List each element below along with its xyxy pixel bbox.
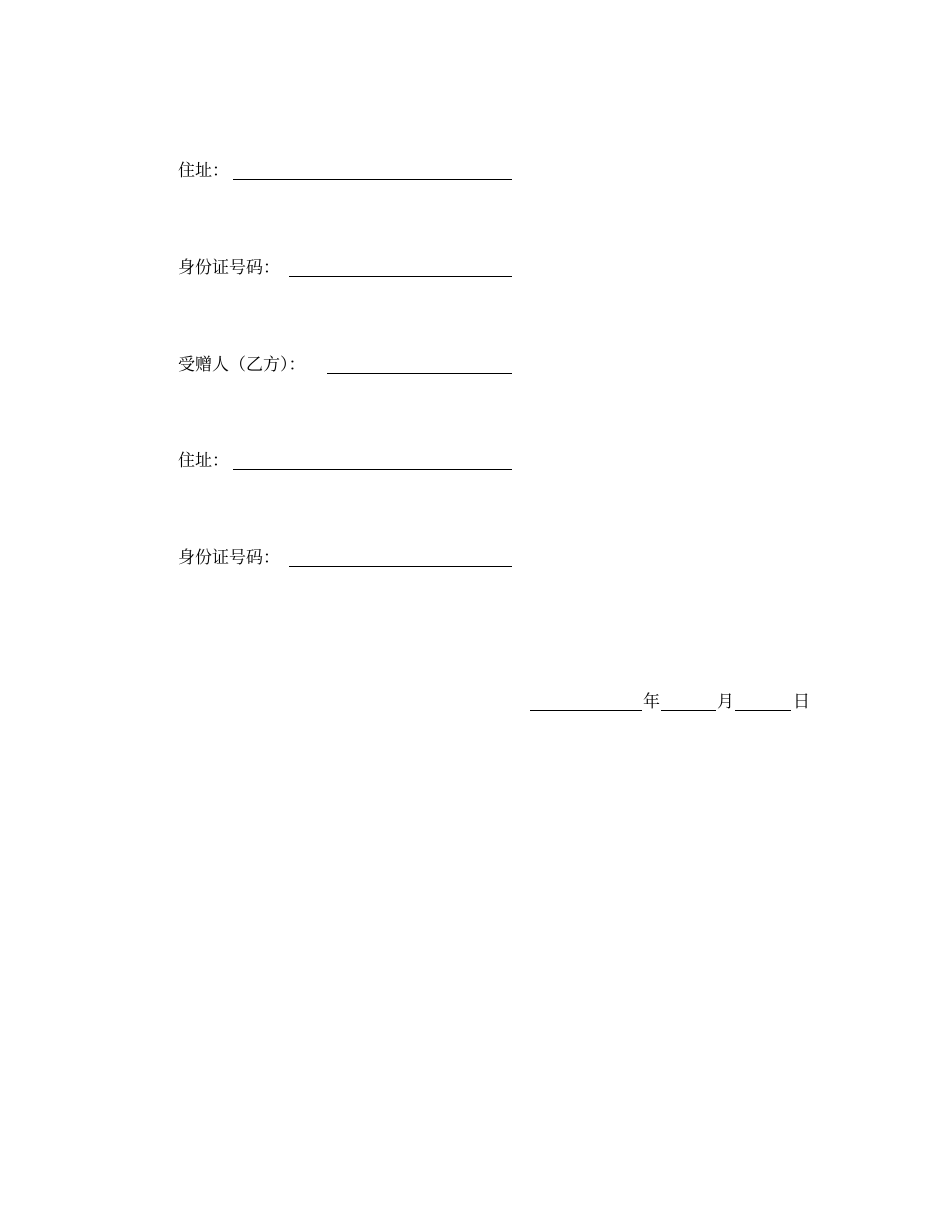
- day-blank[interactable]: [735, 710, 791, 711]
- day-unit: 日: [793, 692, 810, 712]
- donor-address-label: 住址：: [178, 161, 229, 181]
- recipient-id-label: 身份证号码：: [178, 548, 280, 568]
- donor-id-blank[interactable]: [289, 276, 512, 277]
- year-unit: 年: [643, 692, 660, 712]
- recipient-id-blank[interactable]: [289, 566, 512, 567]
- recipient-name-label: 受赠人（乙方）：: [178, 355, 306, 375]
- month-blank[interactable]: [661, 710, 716, 711]
- year-blank[interactable]: [530, 710, 642, 711]
- month-unit: 月: [717, 692, 734, 712]
- donor-address-blank[interactable]: [233, 179, 512, 180]
- recipient-address-blank[interactable]: [233, 469, 512, 470]
- recipient-name-blank[interactable]: [327, 373, 512, 374]
- recipient-address-label: 住址：: [178, 451, 229, 471]
- donor-id-label: 身份证号码：: [178, 258, 280, 278]
- signing-date: [530, 692, 820, 714]
